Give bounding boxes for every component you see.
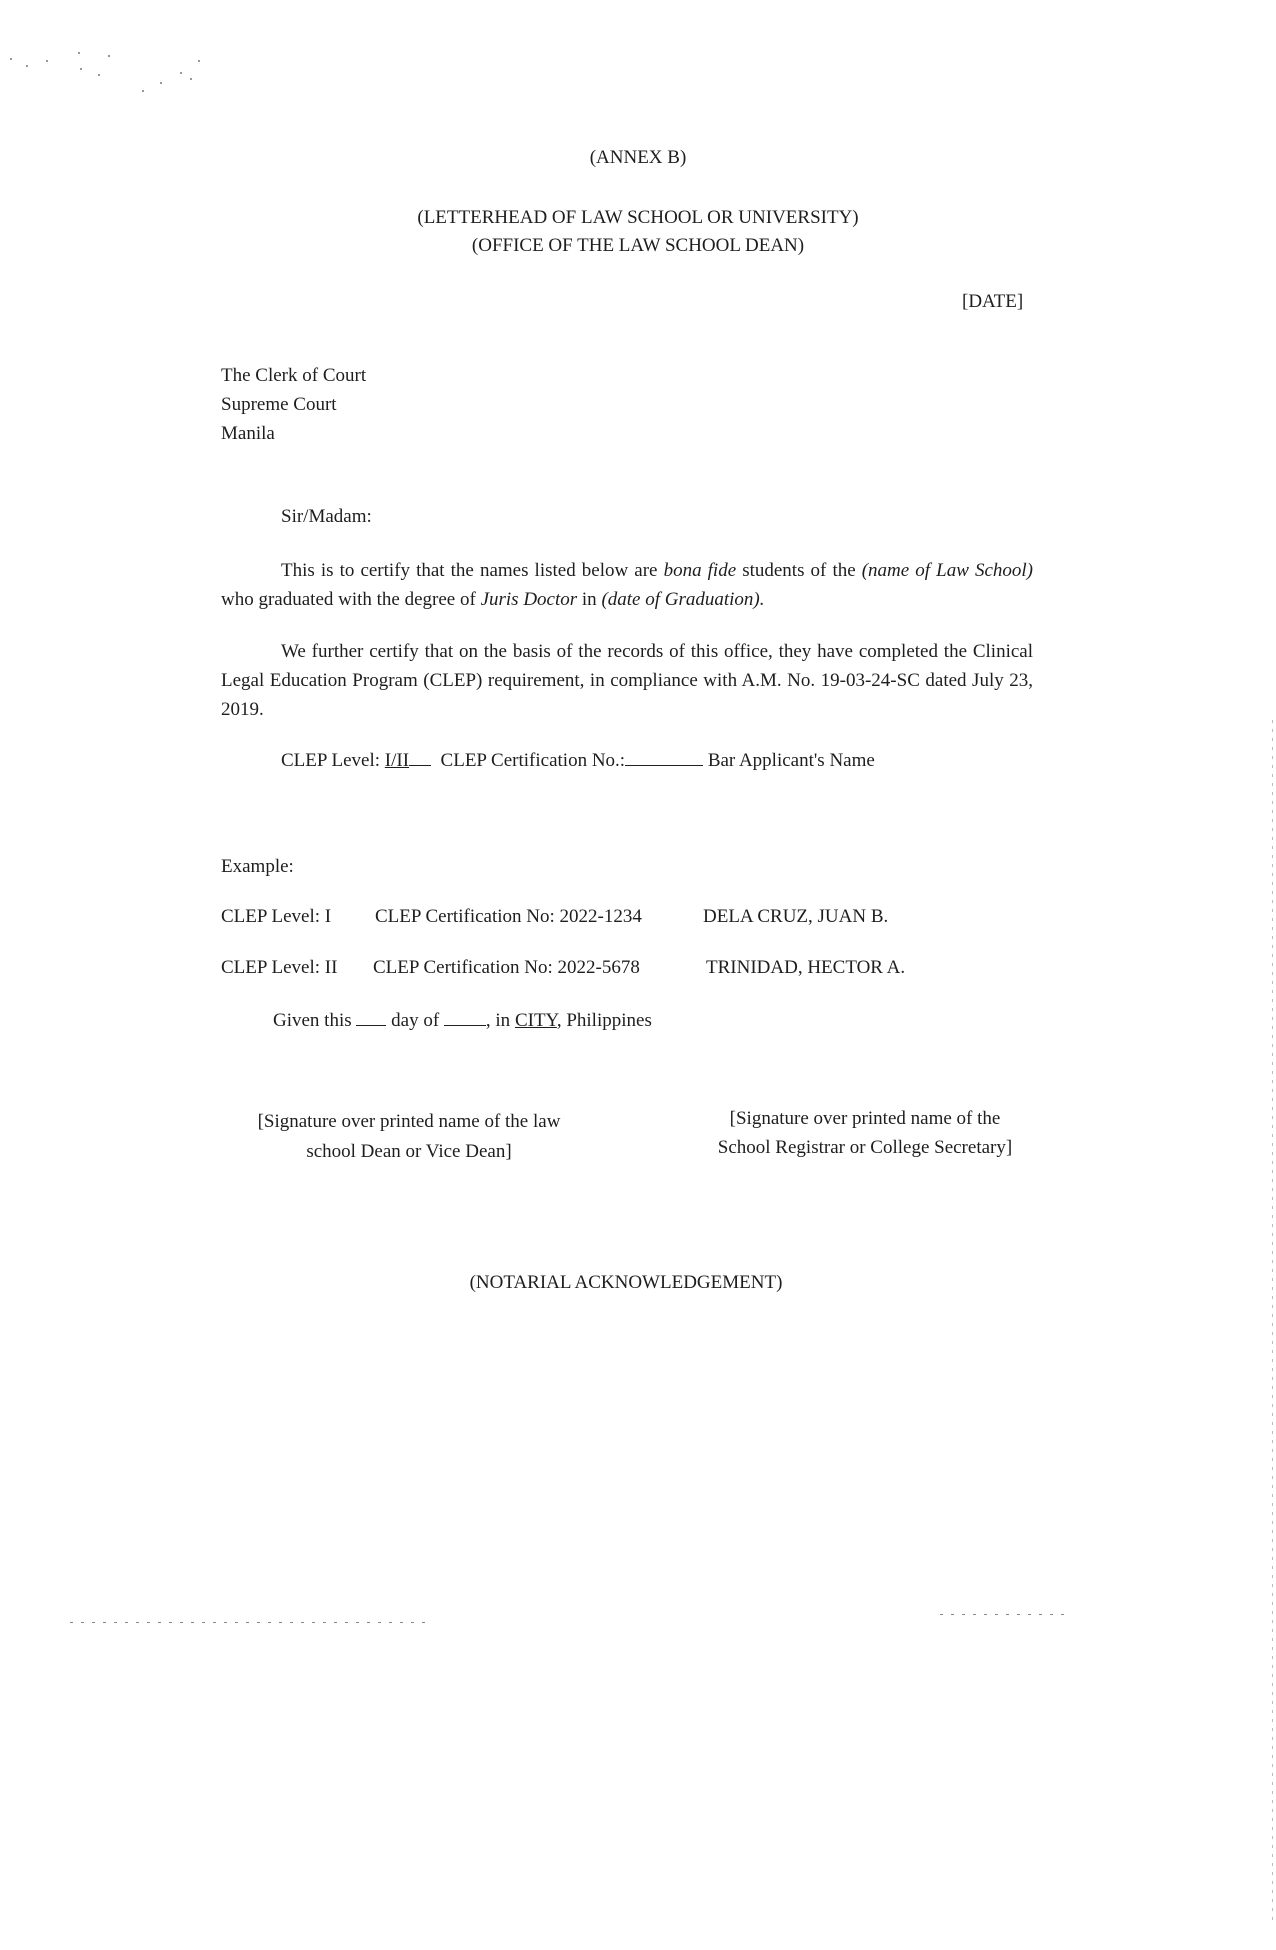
signature-registrar-line1: [Signature over printed name of the — [729, 1108, 1001, 1129]
given-text: , Philippines — [556, 1010, 652, 1031]
para1-text: students of the — [736, 560, 862, 581]
clep-cert-blank — [625, 747, 703, 766]
given-text: Given this — [273, 1010, 357, 1031]
scan-speck — [78, 52, 80, 54]
example-row1-cert: CLEP Certification No: 2022-1234 — [375, 906, 642, 927]
salutation: Sir/Madam: — [281, 506, 372, 527]
clep-paragraph: We further certify that on the basis of the records of this office, they have completed the Clinical Legal Education Program (CLEP) requirement, in compliance with A.M. No. 19-03-24-SC dated July 23, 2019. — [221, 641, 1033, 720]
clep-level-value: I/II — [384, 750, 410, 771]
example-row2-level: CLEP Level: II — [221, 957, 338, 978]
scan-dash-row — [70, 1622, 430, 1623]
notarial-acknowledgement: (NOTARIAL ACKNOWLEDGEMENT) — [469, 1272, 783, 1293]
signature-registrar-line2: School Registrar or College Secretary] — [717, 1137, 1013, 1158]
addressee-line2: Supreme Court — [221, 394, 337, 415]
annex-heading: (ANNEX B) — [589, 147, 687, 168]
given-text: , in — [485, 1010, 515, 1031]
given-month-blank — [444, 1007, 486, 1026]
para1-text: This is to certify that the names listed below are — [281, 560, 664, 581]
given-text: day of — [386, 1010, 444, 1031]
given-line — [273, 1006, 652, 1036]
para1-text: who graduated with the degree of — [221, 589, 481, 610]
scan-speck — [98, 74, 100, 76]
scan-speck — [190, 78, 192, 80]
signature-dean-line1: [Signature over printed name of the law — [257, 1111, 561, 1132]
scan-speck — [180, 72, 182, 74]
para1-text: in — [577, 589, 602, 610]
scan-dash-row — [940, 1614, 1070, 1615]
clep-cert-label: CLEP Certification No.: — [440, 750, 626, 771]
given-city: CITY — [514, 1010, 557, 1031]
signature-dean-line2: school Dean or Vice Dean] — [306, 1141, 512, 1162]
addressee-line3: Manila — [221, 423, 275, 444]
given-day-blank — [356, 1007, 386, 1026]
para1-bona-fide: bona fide — [663, 560, 737, 581]
scan-speck — [26, 65, 28, 67]
example-label: Example: — [221, 856, 294, 877]
para1-graduation-placeholder: (date of Graduation). — [601, 589, 765, 610]
scan-speck — [108, 55, 110, 57]
addressee-line1: The Clerk of Court — [221, 365, 367, 386]
scan-speck — [160, 82, 162, 84]
scan-speck — [46, 60, 48, 62]
clep-level-label: CLEP Level: — [281, 750, 385, 771]
scan-speck — [198, 60, 200, 62]
example-row1-level: CLEP Level: I — [221, 906, 332, 927]
clep-template-line — [281, 746, 875, 776]
bar-applicant-name-label: Bar Applicant's Name — [707, 750, 875, 771]
scan-speck — [80, 68, 82, 70]
letterhead-line2: (OFFICE OF THE LAW SCHOOL DEAN) — [471, 235, 805, 256]
example-row2-name: TRINIDAD, HECTOR A. — [706, 957, 906, 978]
scan-speck — [142, 90, 144, 92]
date-placeholder: [DATE] — [962, 291, 1024, 312]
certification-paragraph — [221, 556, 1033, 614]
example-row2-cert: CLEP Certification No: 2022-5678 — [373, 957, 640, 978]
example-row1-name: DELA CRUZ, JUAN B. — [703, 906, 889, 927]
para1-juris-doctor: Juris Doctor — [480, 589, 578, 610]
scan-speck — [10, 58, 12, 60]
para1-law-school-placeholder: (name of Law School) — [861, 560, 1033, 581]
letterhead-line1: (LETTERHEAD OF LAW SCHOOL OR UNIVERSITY) — [417, 207, 859, 228]
clep-level-blank — [409, 747, 431, 766]
scan-edge-line — [1272, 720, 1273, 1920]
